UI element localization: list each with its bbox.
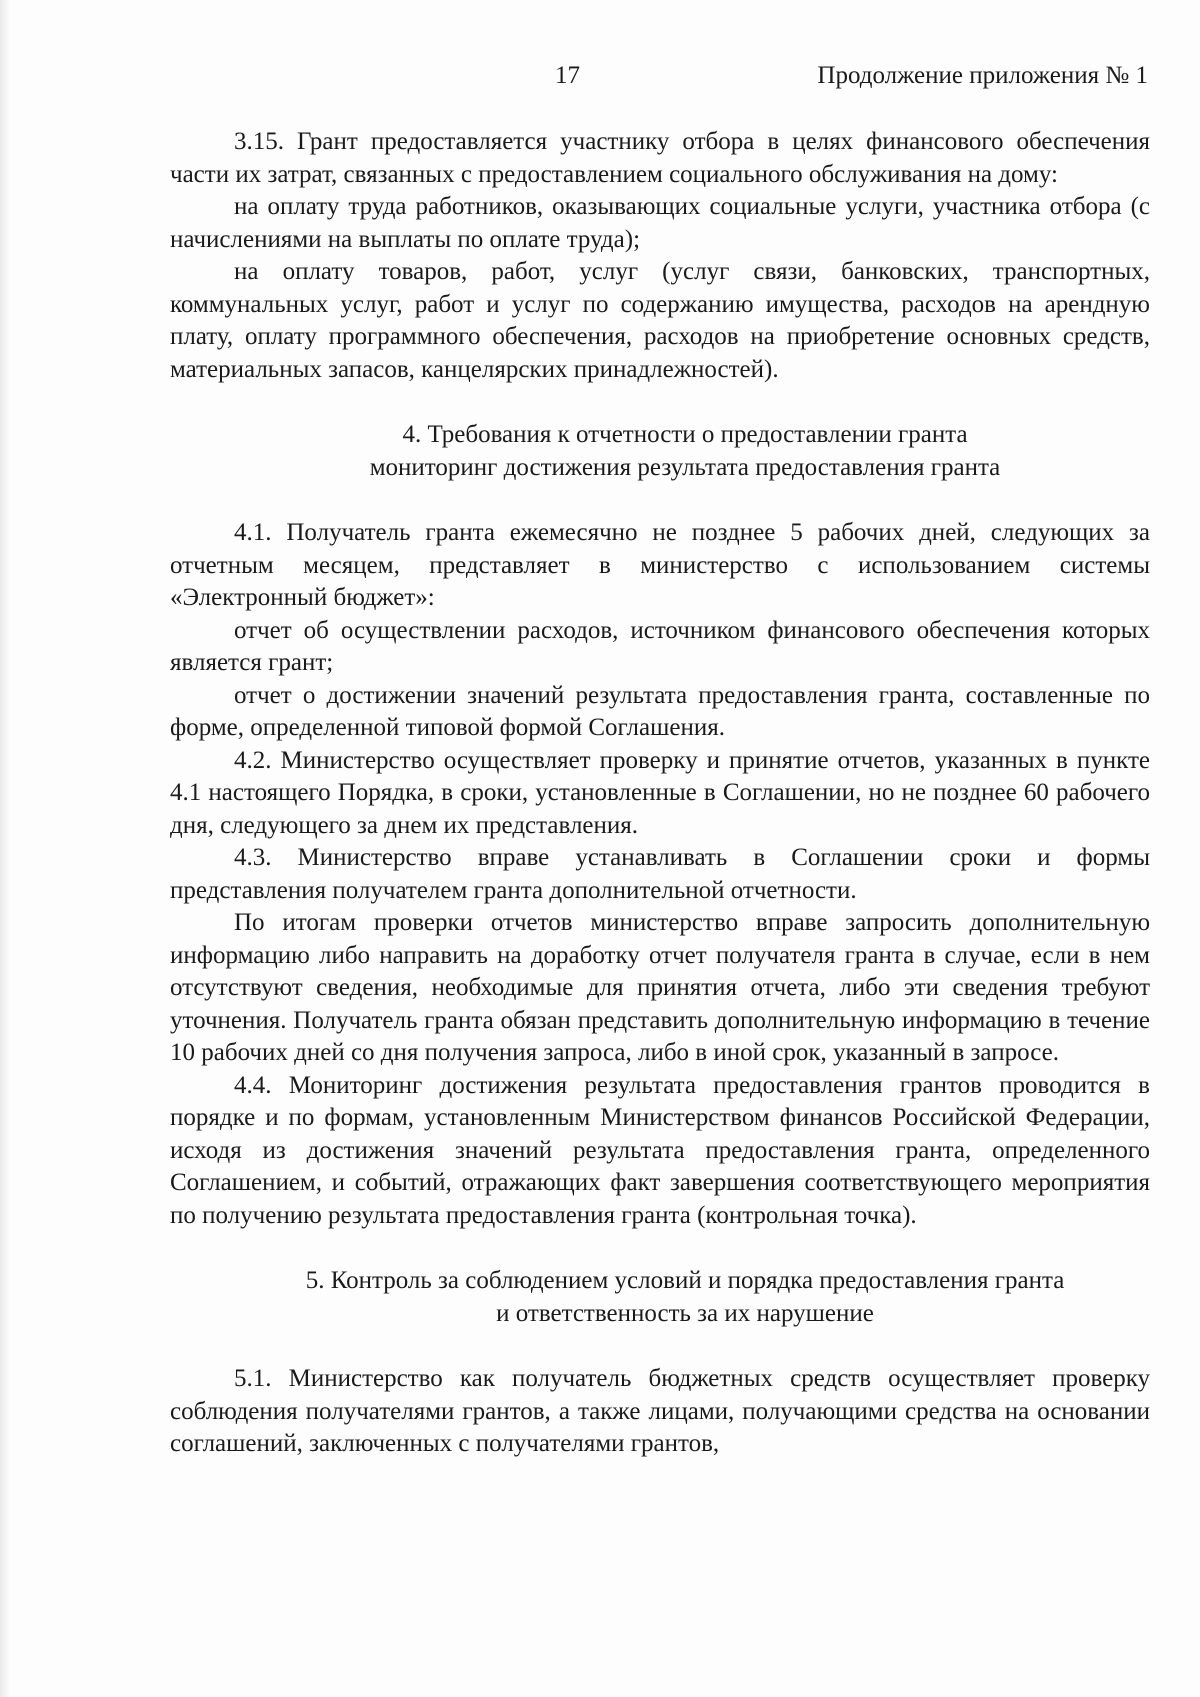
spacer <box>170 1330 1150 1363</box>
spacer <box>170 386 1150 418</box>
paragraph-4-3: 4.3. Министерство вправе устанавливать в Соглашении сроки и формы представления получателем гранта дополнительной отчетности. <box>170 844 1150 904</box>
paragraph-3-15-item-1: на оплату труда работников, оказывающих социальные услуги, участника отбора (с начислениями на выплаты по оплате труда); <box>170 193 1150 253</box>
spacer <box>170 1232 1150 1264</box>
paragraph-3-15: 3.15. Грант предоставляется участнику отбора в целях финансового обеспечения части их затрат, связанных с предоставлением социального обслуживания на дому: <box>170 128 1150 188</box>
paragraph-4-1-a: отчет об осуществлении расходов, источником финансового обеспечения которых является грант; <box>170 616 1150 676</box>
document-body <box>170 126 1150 1461</box>
page-number: 17 <box>555 62 580 89</box>
page-header <box>0 62 1200 102</box>
spacer <box>170 484 1150 517</box>
paragraph-4-1: 4.1. Получатель гранта ежемесячно не позднее 5 рабочих дней, следующих за отчетным месяцем, представляет в министерство с использованием системы «Электронный бюджет»: <box>170 519 1150 611</box>
section-5-heading-line-2: и ответственность за их нарушение <box>496 1300 874 1327</box>
paragraph-4-2: 4.2. Министерство осуществляет проверку и принятие отчетов, указанных в пункте 4.1 настоящего Порядка, в сроки, установленные в Соглашении, но не позднее 60 рабочего дня, следующего за днем их представления. <box>170 746 1150 839</box>
paragraph-3-15-item-2: на оплату товаров, работ, услуг (услуг связи, банковских, транспортных, коммунальных услуг, работ и услуг по содержанию имущества, расходов на арендную плату, оплату программного обеспечения, расходов на приобретение основных средств, материальных запасов, канцелярских принадлежностей). <box>170 258 1150 383</box>
section-4-heading-line-1: 4. Требования к отчетности о предоставлении гранта <box>402 421 968 448</box>
appendix-continuation-label: Продолжение приложения № 1 <box>817 62 1148 89</box>
paragraph-4-3-b: По итогам проверки отчетов министерство вправе запросить дополнительную информацию либо направить на доработку отчет получателя гранта в случае, если в нем отсутствуют сведения, необходимые для принятия отчета, либо эти сведения требуют уточнения. Получатель гранта обязан представить дополнительную информацию в течение 10 рабочих дней со дня получения запроса, либо в иной срок, указанный в запросе. <box>170 909 1150 1066</box>
paragraph-5-1: 5.1. Министерство как получатель бюджетных средств осуществляет проверку соблюдения получателями грантов, а также лицами, получающими средства на основании соглашений, заключенных с получателями грантов, <box>170 1365 1150 1457</box>
section-4-heading-line-2: мониторинг достижения результата предоставления гранта <box>369 454 1001 481</box>
paragraph-4-4: 4.4. Мониторинг достижения результата предоставления грантов проводится в порядке и по формам, установленным Министерством финансов Российской Федерации, исходя из достижения значений результата предоставления гранта, определенного Соглашением, и событий, отражающих факт завершения соответствующего мероприятия по получению результата предоставления гранта (контрольная точка). <box>170 1071 1150 1229</box>
section-5-heading-line-1: 5. Контроль за соблюдением условий и порядка предоставления гранта <box>305 1267 1065 1294</box>
scan-edge-shadow <box>0 0 10 1697</box>
paragraph-4-1-b: отчет о достижении значений результата предоставления гранта, составленные по форме, определенной типовой формой Соглашения. <box>170 681 1150 741</box>
